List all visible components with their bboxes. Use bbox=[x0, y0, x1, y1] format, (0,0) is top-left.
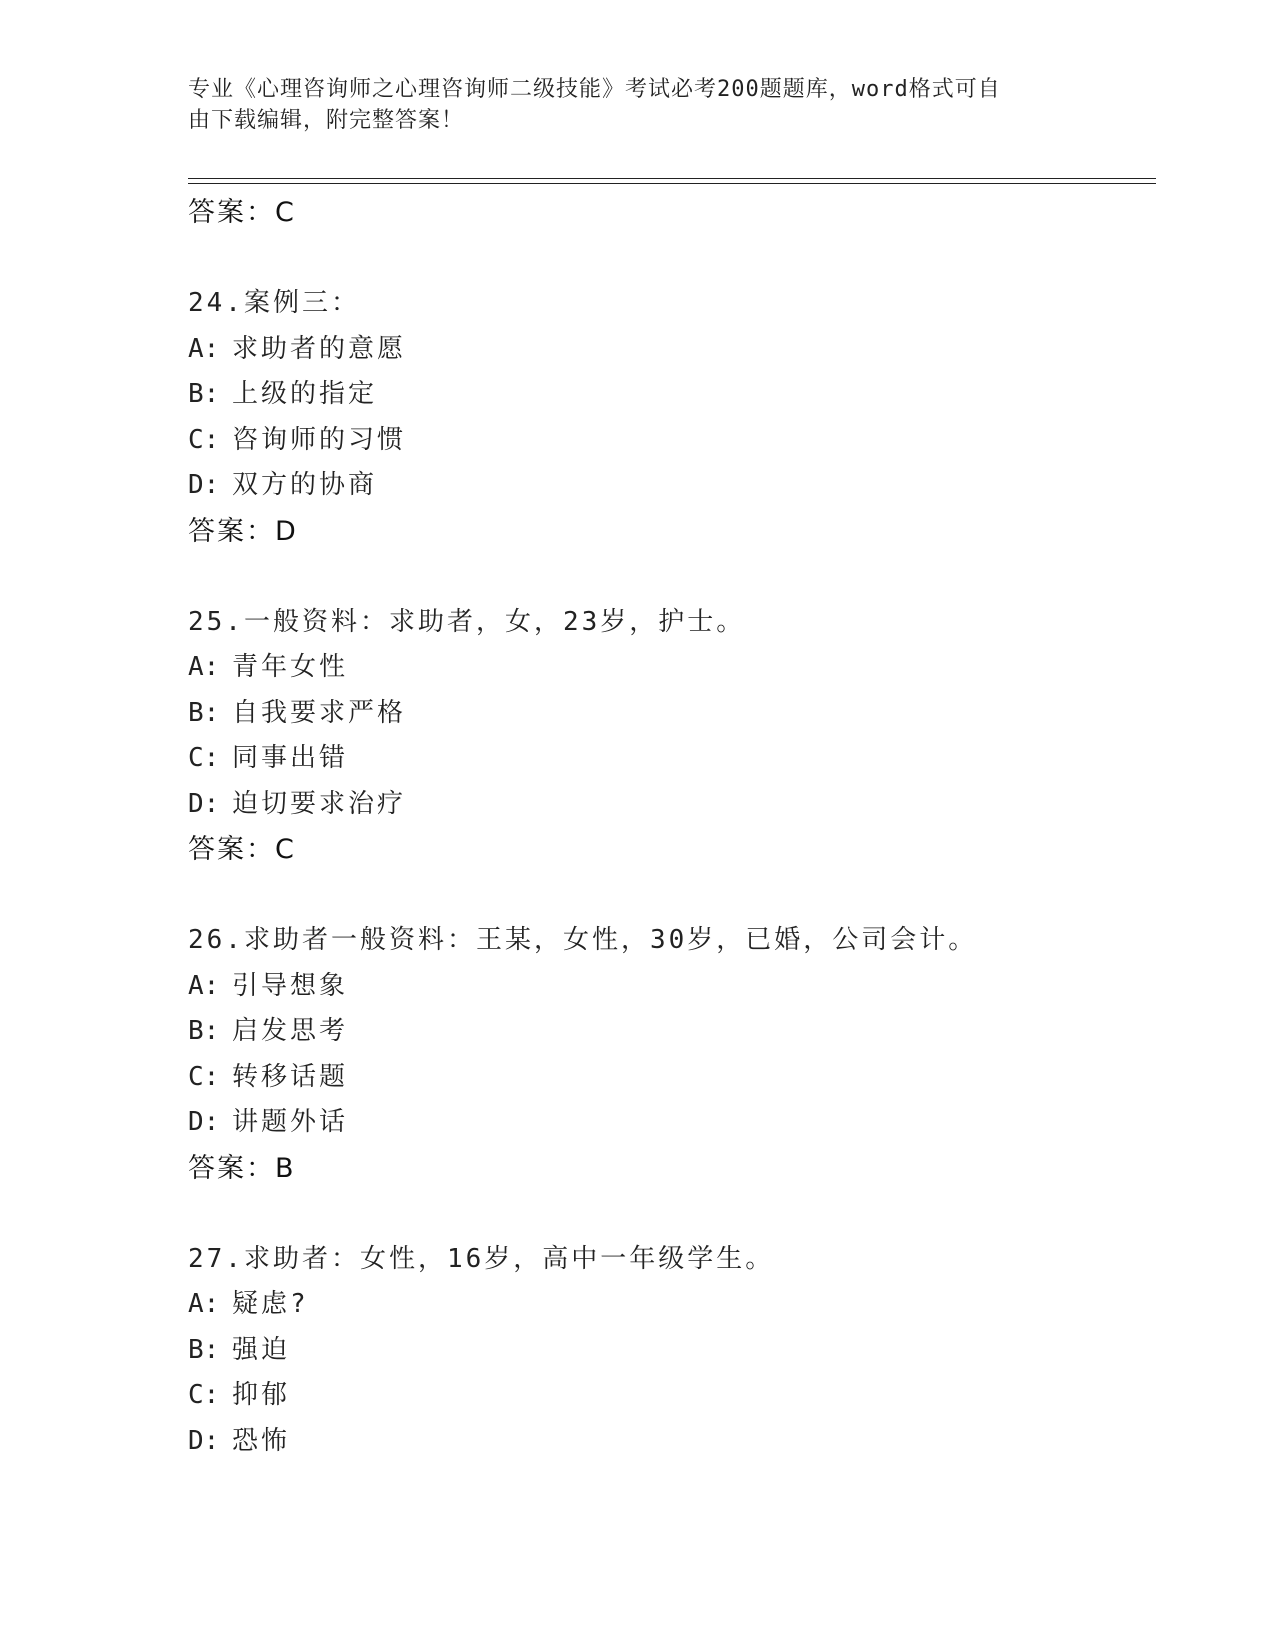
option-key: B: bbox=[188, 1334, 220, 1365]
option-key: A: bbox=[188, 333, 220, 364]
option-text: 恐怖 bbox=[232, 1425, 291, 1456]
option-c bbox=[188, 736, 1148, 782]
option-text: 转移话题 bbox=[232, 1061, 349, 1092]
header-line-2: 由下载编辑，附完整答案！ bbox=[188, 108, 465, 133]
option-text: 迫切要求治疗 bbox=[232, 788, 407, 819]
option-c bbox=[188, 1055, 1148, 1101]
question-stem: 26.求助者一般资料：王某，女性，30岁，已婚，公司会计。 bbox=[188, 925, 978, 955]
option-d bbox=[188, 463, 1148, 509]
answer-line: 答案：D bbox=[188, 515, 298, 547]
option-a bbox=[188, 645, 1148, 691]
option-text: 疑虑? bbox=[232, 1289, 309, 1319]
document-header bbox=[188, 74, 1068, 136]
option-key: B: bbox=[188, 1016, 220, 1046]
option-a bbox=[188, 964, 1148, 1010]
question-stem: 25.一般资料：求助者，女，23岁，护士。 bbox=[188, 606, 746, 637]
spacer bbox=[188, 1191, 1148, 1237]
header-divider-top bbox=[188, 178, 1156, 179]
question-25 bbox=[188, 600, 1148, 873]
spacer bbox=[188, 554, 1148, 600]
answer-line: 答案：C bbox=[188, 197, 296, 228]
answer-line: 答案：B bbox=[188, 1152, 296, 1184]
option-key: C: bbox=[188, 1380, 220, 1410]
option-text: 求助者的意愿 bbox=[232, 333, 407, 364]
option-key: A: bbox=[188, 652, 220, 682]
option-text: 自我要求严格 bbox=[232, 697, 407, 728]
option-b bbox=[188, 372, 1148, 418]
option-key: D: bbox=[188, 1107, 220, 1137]
option-c bbox=[188, 418, 1148, 464]
option-key: A: bbox=[188, 1289, 220, 1319]
question-24 bbox=[188, 281, 1148, 554]
question-stem: 27.求助者：女性，16岁，高中一年级学生。 bbox=[188, 1243, 775, 1274]
option-d bbox=[188, 1419, 1148, 1465]
option-d bbox=[188, 782, 1148, 828]
option-key: B: bbox=[188, 379, 220, 409]
option-text: 启发思考 bbox=[232, 1016, 349, 1046]
spacer bbox=[188, 873, 1148, 919]
question-stem: 24.案例三： bbox=[188, 288, 360, 318]
option-key: B: bbox=[188, 697, 220, 728]
option-text: 抑郁 bbox=[232, 1380, 291, 1410]
option-text: 强迫 bbox=[232, 1334, 291, 1365]
question-list bbox=[188, 190, 1148, 1464]
option-d bbox=[188, 1100, 1148, 1146]
question-27 bbox=[188, 1237, 1148, 1465]
option-a bbox=[188, 327, 1148, 373]
option-key: D: bbox=[188, 788, 220, 819]
option-key: D: bbox=[188, 470, 220, 500]
option-text: 讲题外话 bbox=[232, 1107, 349, 1137]
answer-line: 答案：C bbox=[188, 834, 296, 865]
option-key: C: bbox=[188, 1061, 220, 1092]
option-key: C: bbox=[188, 743, 220, 773]
option-b bbox=[188, 1009, 1148, 1055]
option-c bbox=[188, 1373, 1148, 1419]
option-a bbox=[188, 1282, 1148, 1328]
option-text: 青年女性 bbox=[232, 652, 349, 682]
header-divider-bottom bbox=[188, 183, 1156, 184]
spacer bbox=[188, 236, 1148, 282]
header-line-1: 专业《心理咨询师之心理咨询师二级技能》考试必考200题题库，word格式可自 bbox=[188, 77, 1001, 102]
option-b bbox=[188, 1328, 1148, 1374]
option-key: C: bbox=[188, 424, 220, 455]
option-text: 上级的指定 bbox=[232, 379, 378, 409]
option-text: 双方的协商 bbox=[232, 470, 378, 500]
question-26 bbox=[188, 918, 1148, 1191]
option-key: A: bbox=[188, 970, 220, 1001]
option-key: D: bbox=[188, 1425, 220, 1456]
option-b bbox=[188, 691, 1148, 737]
option-text: 引导想象 bbox=[232, 970, 349, 1001]
option-text: 咨询师的习惯 bbox=[232, 424, 407, 455]
option-text: 同事出错 bbox=[232, 743, 349, 773]
